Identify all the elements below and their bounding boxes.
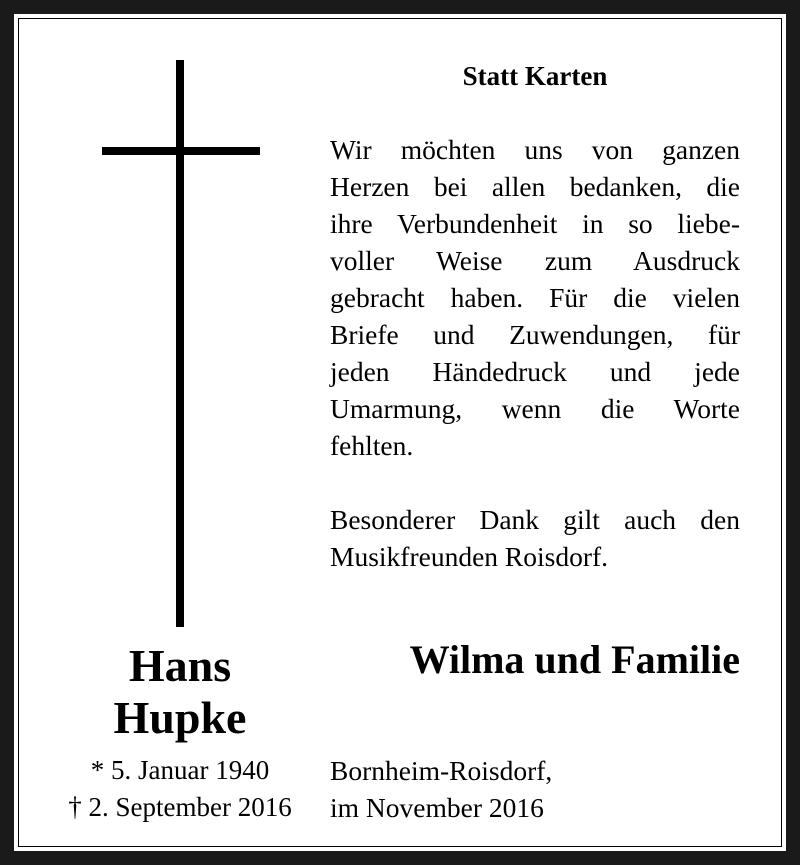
message-line: fehlten.: [330, 430, 414, 461]
message-line: Briefe und Zuwendungen, für: [330, 319, 740, 350]
message-line: ihre Verbundenheit in so liebe-: [330, 208, 740, 239]
paragraph-gap: [330, 464, 740, 501]
cross-vertical-bar: [176, 60, 184, 627]
notice-headline: Statt Karten: [462, 61, 608, 91]
signature: Wilma und Familie: [409, 637, 740, 682]
message-line: Wir möchten uns von ganzen: [330, 134, 740, 165]
place-and-date: [330, 752, 740, 826]
message-line: voller Weise zum Ausdruck: [330, 245, 740, 276]
life-dates: [30, 752, 330, 826]
message-line: gebracht haben. Für die vielen: [330, 282, 740, 313]
message-line: Herzen bei allen bedanken, die: [330, 171, 740, 202]
place: Bornheim-Roisdorf,: [330, 755, 553, 786]
date: im November 2016: [330, 792, 544, 823]
death-date: † 2. September 2016: [68, 792, 292, 822]
deceased-first-name: Hans: [128, 640, 232, 691]
message-line: Umarmung, wenn die Worte: [330, 393, 740, 424]
thanks-line: Musikfreunden Roisdorf.: [330, 541, 609, 572]
cross-horizontal-bar: [102, 147, 260, 155]
message-line: jeden Händedruck und jede: [330, 356, 740, 387]
gratitude-message: [330, 131, 740, 575]
birth-date: * 5. Januar 1940: [90, 755, 270, 785]
thanks-line: Besonderer Dank gilt auch den: [330, 504, 740, 535]
deceased-last-name: Hupke: [113, 692, 247, 743]
deceased-name: [40, 640, 320, 744]
